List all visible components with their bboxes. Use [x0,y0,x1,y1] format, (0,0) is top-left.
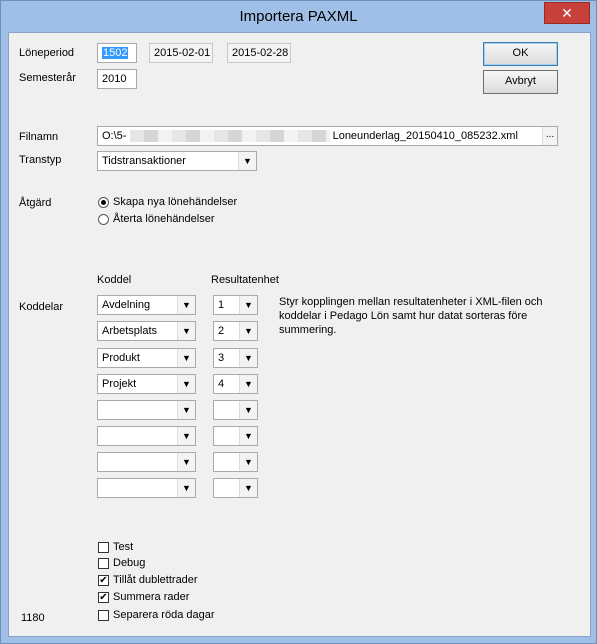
sum-rows-label: Summera rader [113,591,190,603]
action-label: Åtgärd [19,197,52,209]
radio-create[interactable] [98,197,109,208]
chevron-down-icon: ▼ [238,152,256,170]
chevron-down-icon: ▼ [177,401,195,419]
chevron-down-icon: ▼ [177,375,195,393]
koddel-select[interactable] [97,374,196,394]
allow-duplicates-checkbox[interactable] [98,575,109,586]
file-prefix: O:\5- [102,130,127,142]
file-suffix: Loneunderlag_20150410_085232.xml [332,130,518,142]
debug-checkbox[interactable] [98,558,109,569]
ok-button[interactable]: OK [483,42,558,66]
chevron-down-icon: ▼ [239,349,257,367]
browse-button[interactable]: ... [542,127,557,145]
koddel-header: Koddel [97,274,132,286]
dialog-body [8,32,591,637]
period-from-field: 2015-02-01 [149,43,213,63]
checkmark-icon: ✔ [99,575,108,586]
resultat-select[interactable] [213,400,258,420]
koddel-select[interactable] [97,426,196,446]
semester-label: Semesterår [19,72,76,84]
resultat-header: Resultatenhet [211,274,279,286]
koddel-select[interactable] [97,295,196,315]
radio-dot [101,200,106,205]
chevron-down-icon: ▼ [177,296,195,314]
koddel-select[interactable] [97,321,196,341]
resultat-value: 1 [218,299,225,311]
chevron-down-icon: ▼ [177,453,195,471]
debug-label: Debug [113,557,146,569]
chevron-down-icon: ▼ [177,427,195,445]
koddel-value: Produkt [102,352,140,364]
resultat-select[interactable] [213,452,258,472]
transtyp-value: Tidstransaktioner [102,155,186,167]
koddel-select[interactable] [97,400,196,420]
koddel-select[interactable] [97,478,196,498]
period-value: 1502 [103,47,128,59]
koddel-value: Projekt [102,378,137,390]
koddel-value: Avdelning [102,299,151,311]
sum-rows-checkbox[interactable] [98,592,109,603]
chevron-down-icon: ▼ [239,453,257,471]
test-label: Test [113,541,134,553]
footer-code: 1180 [21,612,45,624]
codes-help-text: Styr kopplingen mellan resultatenheter i XML-filen och koddelar i Pedago Lön samt hur datat sorteras före summering. [279,296,543,336]
separate-red-days-label: Separera röda dagar [113,609,215,621]
resultat-select[interactable] [213,295,258,315]
koddel-select[interactable] [97,452,196,472]
chevron-down-icon: ▼ [177,479,195,497]
period-to-field: 2015-02-28 [227,43,291,63]
chevron-down-icon: ▼ [177,349,195,367]
chevron-down-icon: ▼ [239,375,257,393]
resultat-value: 2 [218,325,225,337]
period-label: Löneperiod [19,47,75,59]
chevron-down-icon: ▼ [239,401,257,419]
radio-revert-label: Återta lönehändelser [113,213,215,225]
close-button[interactable]: ✕ [544,2,590,24]
allow-duplicates-label: Tillåt dublettrader [113,574,198,586]
title-bar[interactable] [1,1,596,33]
resultat-select[interactable] [213,348,258,368]
file-input[interactable] [97,126,558,146]
radio-create-label: Skapa nya lönehändelser [113,196,238,208]
test-checkbox[interactable] [98,542,109,553]
masked-path [130,130,330,142]
codes-label: Koddelar [19,301,64,313]
resultat-select[interactable] [213,374,258,394]
radio-revert[interactable] [98,214,109,225]
chevron-down-icon: ▼ [177,322,195,340]
resultat-select[interactable] [213,478,258,498]
chevron-down-icon: ▼ [239,322,257,340]
resultat-value: 4 [218,378,225,390]
chevron-down-icon: ▼ [239,427,257,445]
checkmark-icon: ✔ [99,592,108,603]
resultat-select[interactable] [213,321,258,341]
resultat-select[interactable] [213,426,258,446]
file-label: Filnamn [19,131,59,143]
cancel-button[interactable]: Avbryt [483,70,558,94]
koddel-value: Arbetsplats [102,325,158,337]
period-input[interactable] [97,43,137,63]
separate-red-days-checkbox[interactable] [98,610,109,621]
chevron-down-icon: ▼ [239,479,257,497]
koddel-select[interactable] [97,348,196,368]
transtyp-select[interactable] [97,151,257,171]
semester-input[interactable]: 2010 [97,69,137,89]
window-title: Importera PAXML [239,8,358,25]
resultat-value: 3 [218,352,225,364]
chevron-down-icon: ▼ [239,296,257,314]
transtyp-label: Transtyp [19,154,62,166]
